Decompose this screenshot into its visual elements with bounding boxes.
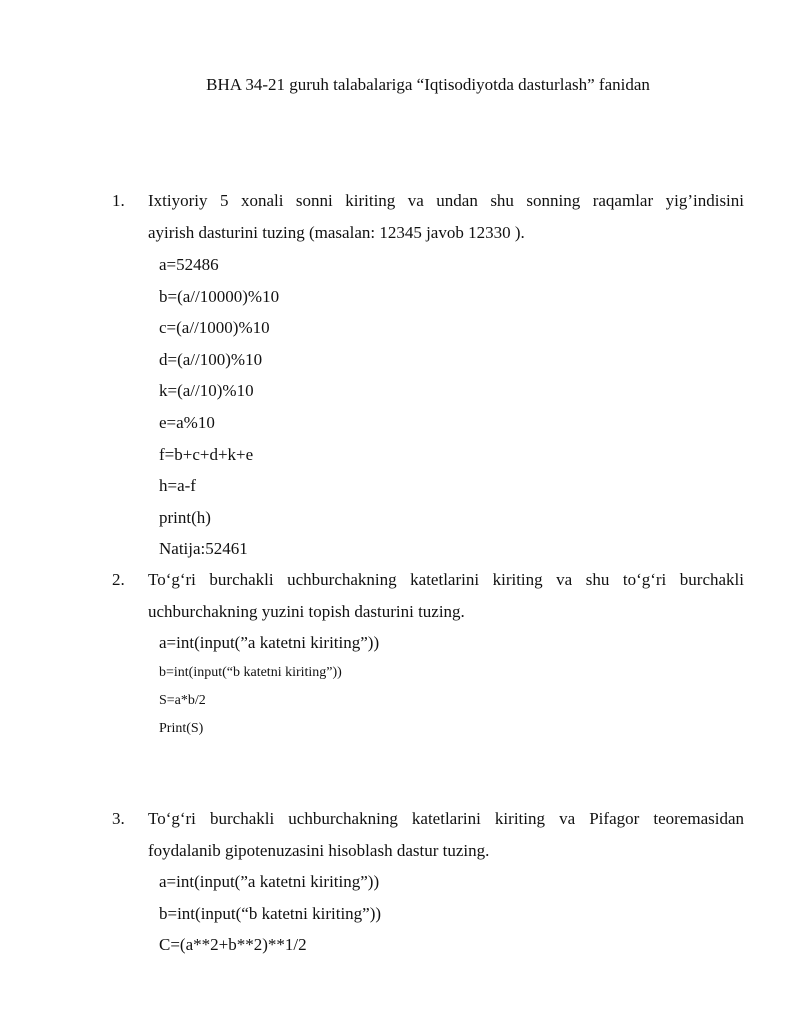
task-description-line: To‘g‘ri burchakli uchburchakning katetlarini kiriting va shu to‘g‘ri burchakli — [148, 570, 744, 589]
code-line: a=int(input(”a katetni kiriting”)) — [159, 633, 380, 652]
code-line: f=b+c+d+k+e — [159, 444, 254, 464]
task-description-line: uchburchakning yuzini topish dasturini tuzing. — [148, 602, 465, 621]
code-line: k=(a//10)%10 — [159, 381, 254, 401]
code-block — [159, 866, 381, 961]
code-line: b=int(input(“b katetni kiriting”)) — [159, 903, 382, 923]
code-block — [159, 249, 279, 565]
code-line: C=(a**2+b**2)**1/2 — [159, 935, 307, 955]
code-line: a=int(input(”a katetni kiriting”)) — [159, 872, 380, 891]
code-line: b=int(input(“b katetni kiriting”)) — [159, 664, 342, 680]
task-description-line: To‘g‘ri burchakli uchburchakning katetlarini kiriting va Pifagor teoremasidan — [148, 809, 744, 828]
task-description-line: Ixtiyoriy 5 xonali sonni kiriting va undan shu sonning raqamlar yig’indisini — [148, 191, 744, 210]
task-description-line: foydalanib gipotenuzasini hisoblash dastur tuzing. — [148, 841, 490, 860]
task-description-line: ayirish dasturini tuzing (masalan: 12345 javob 12330 ). — [148, 223, 525, 242]
task-number: 2. — [112, 570, 125, 589]
task-description — [148, 564, 744, 628]
code-line: Natija:52461 — [159, 539, 248, 559]
code-line: h=a-f — [159, 476, 196, 496]
code-line: d=(a//100)%10 — [159, 349, 263, 369]
task-description — [148, 803, 744, 867]
code-block — [159, 627, 379, 743]
task-number: 3. — [112, 809, 125, 828]
task-description — [148, 185, 744, 249]
code-line: b=(a//10000)%10 — [159, 286, 280, 306]
code-line: a=52486 — [159, 255, 219, 274]
code-line: e=a%10 — [159, 412, 215, 432]
code-line: S=a*b/2 — [159, 692, 206, 708]
page-title: BHA 34-21 guruh talabalariga “Iqtisodiyotda dasturlash” fanidan — [206, 75, 650, 94]
code-line: c=(a//1000)%10 — [159, 318, 270, 338]
code-line: Print(S) — [159, 720, 204, 736]
task-number: 1. — [112, 191, 125, 210]
code-line: print(h) — [159, 507, 211, 527]
